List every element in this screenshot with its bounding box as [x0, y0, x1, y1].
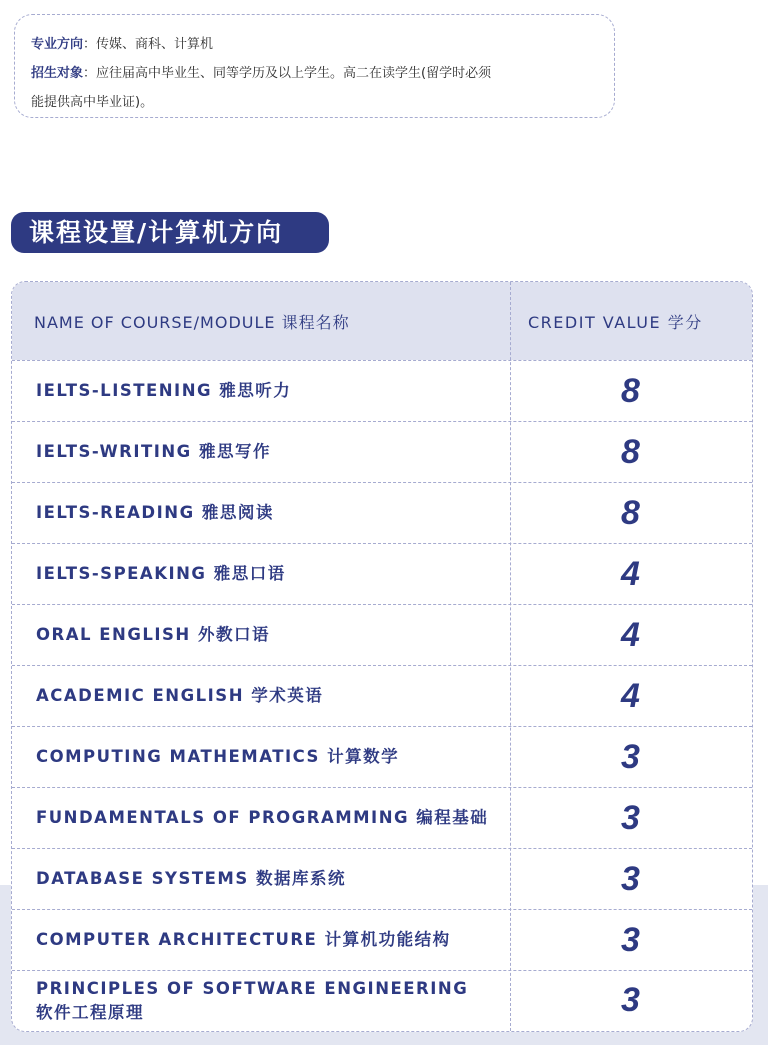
course-name: ACADEMIC ENGLISH 学术英语 [36, 686, 324, 705]
credit-value: 3 [621, 859, 640, 898]
enrollment-value: ：应往届高中毕业生、同等学历及以上学生。高二在读学生(留学时必须 [83, 66, 492, 81]
credit-value: 8 [621, 432, 640, 471]
table-row [12, 970, 752, 1030]
course-name: IELTS-READING 雅思阅读 [36, 503, 274, 522]
credit-value: 3 [621, 981, 640, 1019]
table-row [12, 787, 752, 848]
table-row [12, 360, 752, 421]
table-row [12, 848, 752, 909]
course-name: PRINCIPLES OF SOFTWARE ENGINEERING 软件工程原理 [36, 978, 469, 1022]
major-value: ：传媒、商科、计算机 [83, 37, 214, 52]
enrollment-line-continued: 能提供高中毕业证)。 [31, 95, 154, 110]
credit-value: 4 [621, 554, 640, 593]
credit-value: 4 [621, 615, 640, 654]
credit-value: 4 [621, 676, 640, 715]
credit-value: 3 [621, 737, 640, 776]
enrollment-line [31, 59, 614, 88]
table-row [12, 482, 752, 543]
credit-value: 8 [621, 493, 640, 532]
course-name: ORAL ENGLISH 外教口语 [36, 625, 270, 644]
course-column-header: NAME OF COURSE/MODULE 课程名称 [34, 312, 350, 332]
table-row [12, 909, 752, 970]
course-name: IELTS-SPEAKING 雅思口语 [36, 564, 286, 583]
course-name: IELTS-LISTENING 雅思听力 [36, 381, 292, 400]
table-row [12, 421, 752, 482]
section-title: 课程设置/计算机方向 [11, 212, 329, 253]
credit-value: 3 [621, 920, 640, 959]
table-row [12, 543, 752, 604]
table-row [12, 604, 752, 665]
program-info-box [14, 14, 615, 118]
course-name: DATABASE SYSTEMS 数据库系统 [36, 869, 346, 888]
credit-value: 3 [621, 798, 640, 837]
enrollment-label: 招生对象 [31, 66, 84, 81]
credit-value: 8 [621, 371, 640, 410]
course-name: FUNDAMENTALS OF PROGRAMMING 编程基础 [36, 808, 489, 827]
credit-column-header: CREDIT VALUE 学分 [528, 312, 703, 332]
course-name: COMPUTING MATHEMATICS 计算数学 [36, 747, 400, 766]
course-name: COMPUTER ARCHITECTURE 计算机功能结构 [36, 930, 451, 949]
course-table [11, 281, 753, 1032]
table-row [12, 665, 752, 726]
major-line [31, 30, 614, 59]
table-header [12, 282, 752, 360]
major-label: 专业方向 [31, 37, 84, 52]
course-name: IELTS-WRITING 雅思写作 [36, 442, 271, 461]
table-row [12, 726, 752, 787]
